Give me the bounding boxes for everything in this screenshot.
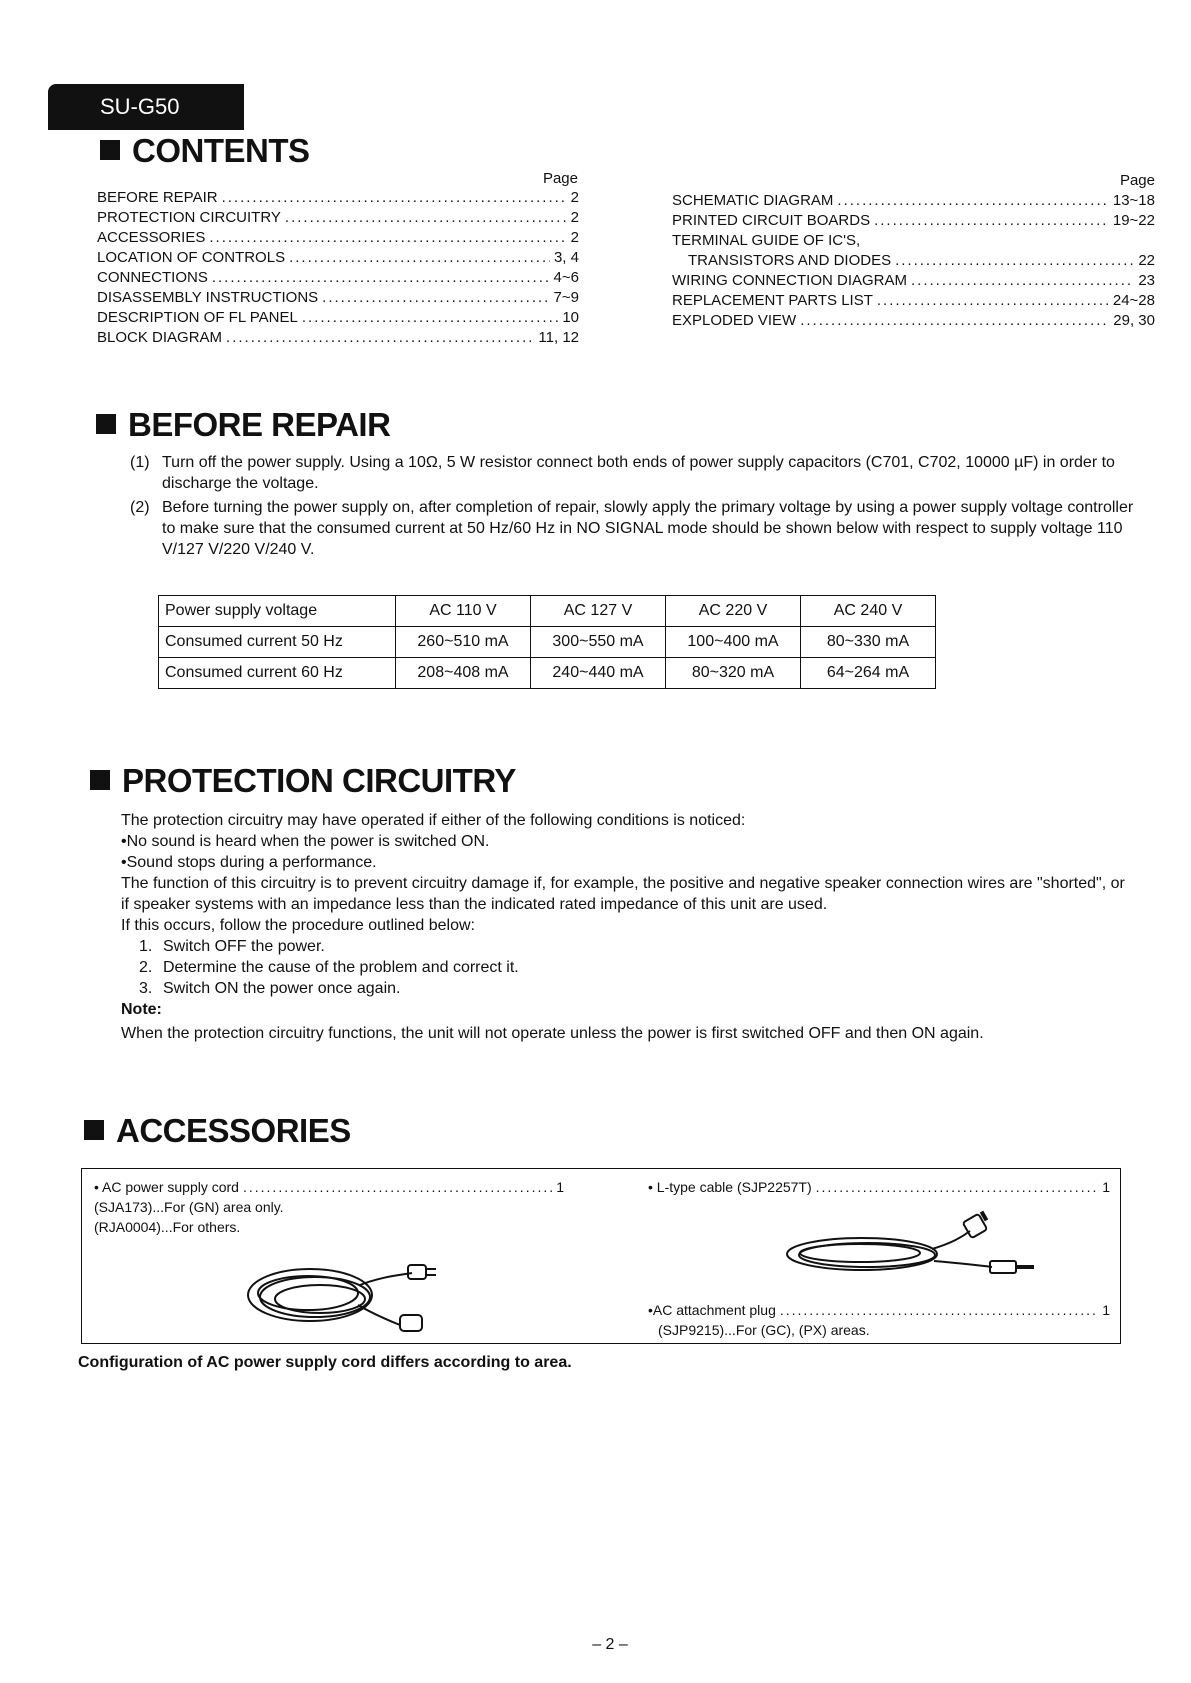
leader-dots [289, 248, 550, 268]
toc-entry-label: PRINTED CIRCUIT BOARDS [672, 212, 871, 229]
leader-dots [226, 328, 534, 348]
toc-entry-page: 2 [570, 209, 579, 226]
toc-entry [672, 251, 1155, 271]
toc-entry-label: BLOCK DIAGRAM [97, 329, 223, 346]
before-repair-title: BEFORE REPAIR [128, 406, 391, 443]
toc-entry [97, 308, 579, 328]
table-header-cell: AC 220 V [666, 596, 801, 627]
square-bullet-icon [100, 140, 120, 160]
toc-entry [97, 328, 579, 348]
protection-condition: •Sound stops during a performance. [121, 854, 377, 871]
toc-entry [672, 191, 1155, 211]
l-cable-label: • L-type cable (SJP2257T) [648, 1179, 812, 1195]
ac-cord-qty: 1 [556, 1179, 564, 1195]
toc-entry [672, 271, 1155, 291]
accessories-title: ACCESSORIES [116, 1112, 351, 1149]
step-number: 2. [139, 959, 153, 976]
accessories-heading [84, 1112, 351, 1150]
leader-dots [243, 1177, 552, 1197]
contents-title: CONTENTS [132, 132, 310, 169]
protection-if-text: If this occurs, follow the procedure outlined below: [121, 917, 475, 934]
leader-dots [837, 191, 1108, 211]
table-row [159, 627, 936, 658]
toc-entry-label: TRANSISTORS AND DIODES [688, 252, 892, 269]
item-number: (1) [130, 454, 150, 471]
table-cell: 260~510 mA [396, 627, 531, 658]
ac-cord-variant: (SJA173)...For (GN) area only. [94, 1199, 284, 1215]
toc-entry-label: TERMINAL GUIDE OF IC'S, [672, 232, 861, 249]
ac-plug-line [648, 1300, 1110, 1320]
item-text: Turn off the power supply. Using a 10Ω, 5 W resistor connect both ends of power supply capacitors (C701, C702, 10000 µF) in order to discharge the voltage. [162, 454, 1115, 492]
procedure-steps [121, 936, 1131, 999]
protection-condition: •No sound is heard when the power is switched ON. [121, 833, 490, 850]
ac-plug-block [648, 1300, 1110, 1340]
step-text: Switch ON the power once again. [163, 980, 401, 997]
toc-entry [672, 311, 1155, 331]
toc-entry [97, 288, 579, 308]
table-cell: 300~550 mA [531, 627, 666, 658]
toc-entry [672, 231, 1155, 251]
before-repair-item [130, 452, 1145, 494]
protection-body [121, 810, 1131, 1044]
power-consumption-table [158, 595, 936, 689]
table-row [159, 596, 936, 627]
toc-entry-page: 13~18 [1112, 192, 1155, 209]
toc-entry-page: 2 [570, 189, 579, 206]
page-number: – 2 – [592, 1636, 628, 1653]
leader-dots [302, 308, 558, 328]
note-text: When the protection circuitry functions, the unit will not operate unless the power is first switched OFF and then ON again. [121, 1025, 984, 1042]
leader-dots [816, 1177, 1099, 1197]
protection-function-text: The function of this circuitry is to prevent circuitry damage if, for example, the positive and negative speaker connection wires are "shorted", or if speaker systems with an impedance less than the indicated rated impedance of this unit are used. [121, 875, 1125, 913]
leader-dots [877, 291, 1109, 311]
ac-cord-block [94, 1177, 564, 1237]
item-number: (2) [130, 499, 150, 516]
toc-entry [672, 291, 1155, 311]
toc-entry-page: 23 [1138, 272, 1155, 289]
table-cell: 100~400 mA [666, 627, 801, 658]
toc-entry [97, 228, 579, 248]
ac-cord-variant: (RJA0004)...For others. [94, 1219, 241, 1235]
leader-dots [322, 288, 549, 308]
toc-entry-page: 2 [570, 229, 579, 246]
toc-entry [97, 268, 579, 288]
ac-plug-variant: (SJP9215)...For (GC), (PX) areas. [658, 1322, 870, 1338]
note-label: Note: [121, 1001, 162, 1018]
toc-entry-label: CONNECTIONS [97, 269, 208, 286]
square-bullet-icon [90, 770, 110, 790]
toc-entry [97, 208, 579, 228]
toc-entry [672, 211, 1155, 231]
item-text: Before turning the power supply on, after completion of repair, slowly apply the primary voltage by using a power supply voltage controller to make sure that the consumed current at 50 Hz/60 Hz in NO SIGNAL mode should be shown below with respect to supply voltage 110 V/127 V/220 V/240 V. [162, 499, 1134, 558]
toc-entry-page: 10 [562, 309, 579, 326]
toc-page-header-right: Page [1119, 172, 1155, 189]
l-cable-line [648, 1177, 1110, 1197]
leader-dots [780, 1300, 1098, 1320]
procedure-step [139, 936, 1131, 957]
toc-entry-label: ACCESSORIES [97, 229, 206, 246]
before-repair-heading [96, 406, 390, 444]
ac-cord-line [94, 1177, 564, 1197]
table-header-cell: AC 110 V [396, 596, 531, 627]
toc-page-header-left: Page [542, 170, 578, 187]
contents-heading [100, 132, 310, 170]
protection-heading [90, 762, 516, 800]
procedure-step [139, 978, 1131, 999]
leader-dots [222, 188, 567, 208]
table-row [159, 658, 936, 689]
table-cell: 80~320 mA [666, 658, 801, 689]
l-cable-block [648, 1177, 1110, 1197]
ac-power-cord-icon [240, 1255, 440, 1339]
table-cell: Consumed current 60 Hz [159, 658, 396, 689]
before-repair-list [130, 452, 1145, 563]
toc-entry-label: WIRING CONNECTION DIAGRAM [672, 272, 907, 289]
model-tab: SU-G50 [48, 84, 244, 130]
leader-dots [212, 268, 550, 288]
toc-entry-label: BEFORE REPAIR [97, 189, 218, 206]
table-cell: 240~440 mA [531, 658, 666, 689]
ac-plug-label: •AC attachment plug [648, 1302, 776, 1318]
toc-entry [97, 248, 579, 268]
step-number: 1. [139, 938, 153, 955]
leader-dots [874, 211, 1109, 231]
toc-entry-page: 3, 4 [553, 249, 579, 266]
square-bullet-icon [96, 414, 116, 434]
table-header-cell: AC 240 V [801, 596, 936, 627]
leader-dots [895, 251, 1134, 271]
toc-entry-page: 11, 12 [538, 329, 579, 346]
table-header-cell: Power supply voltage [159, 596, 396, 627]
toc-entry-label: PROTECTION CIRCUITRY [97, 209, 281, 226]
step-text: Switch OFF the power. [163, 938, 325, 955]
toc-entry-label: DISASSEMBLY INSTRUCTIONS [97, 289, 319, 306]
ac-cord-label: • AC power supply cord [94, 1179, 239, 1195]
toc-entry-label: SCHEMATIC DIAGRAM [672, 192, 834, 209]
accessories-box [81, 1168, 1121, 1344]
table-cell: 64~264 mA [801, 658, 936, 689]
toc-left-column [97, 188, 579, 348]
leader-dots [911, 271, 1134, 291]
toc-entry-label: EXPLODED VIEW [672, 312, 797, 329]
step-number: 3. [139, 980, 153, 997]
leader-dots [285, 208, 567, 228]
step-text: Determine the cause of the problem and correct it. [163, 959, 519, 976]
leader-dots [800, 311, 1109, 331]
table-cell: Consumed current 50 Hz [159, 627, 396, 658]
square-bullet-icon [84, 1120, 104, 1140]
toc-right-column [672, 191, 1155, 331]
ac-plug-qty: 1 [1102, 1302, 1110, 1318]
before-repair-item [130, 497, 1145, 560]
toc-entry-page: 29, 30 [1113, 312, 1155, 329]
toc-entry-label: DESCRIPTION OF FL PANEL [97, 309, 298, 326]
procedure-step [139, 957, 1131, 978]
leader-dots [209, 228, 566, 248]
table-header-cell: AC 127 V [531, 596, 666, 627]
protection-intro: The protection circuitry may have operated if either of the following conditions is noticed: [121, 812, 746, 829]
toc-entry [97, 188, 579, 208]
toc-entry-page: 7~9 [553, 289, 579, 306]
toc-entry-page: 24~28 [1112, 292, 1155, 309]
l-cable-qty: 1 [1102, 1179, 1110, 1195]
table-cell: 80~330 mA [801, 627, 936, 658]
toc-entry-label: LOCATION OF CONTROLS [97, 249, 286, 266]
toc-entry-page: 22 [1138, 252, 1155, 269]
table-cell: 208~408 mA [396, 658, 531, 689]
protection-title: PROTECTION CIRCUITRY [122, 762, 516, 799]
toc-entry-label: REPLACEMENT PARTS LIST [672, 292, 873, 309]
toc-entry-page: 19~22 [1112, 212, 1155, 229]
toc-entry-page: 4~6 [553, 269, 579, 286]
accessories-footnote: Configuration of AC power supply cord differs according to area. [78, 1354, 572, 1371]
l-type-cable-icon [782, 1209, 1042, 1289]
